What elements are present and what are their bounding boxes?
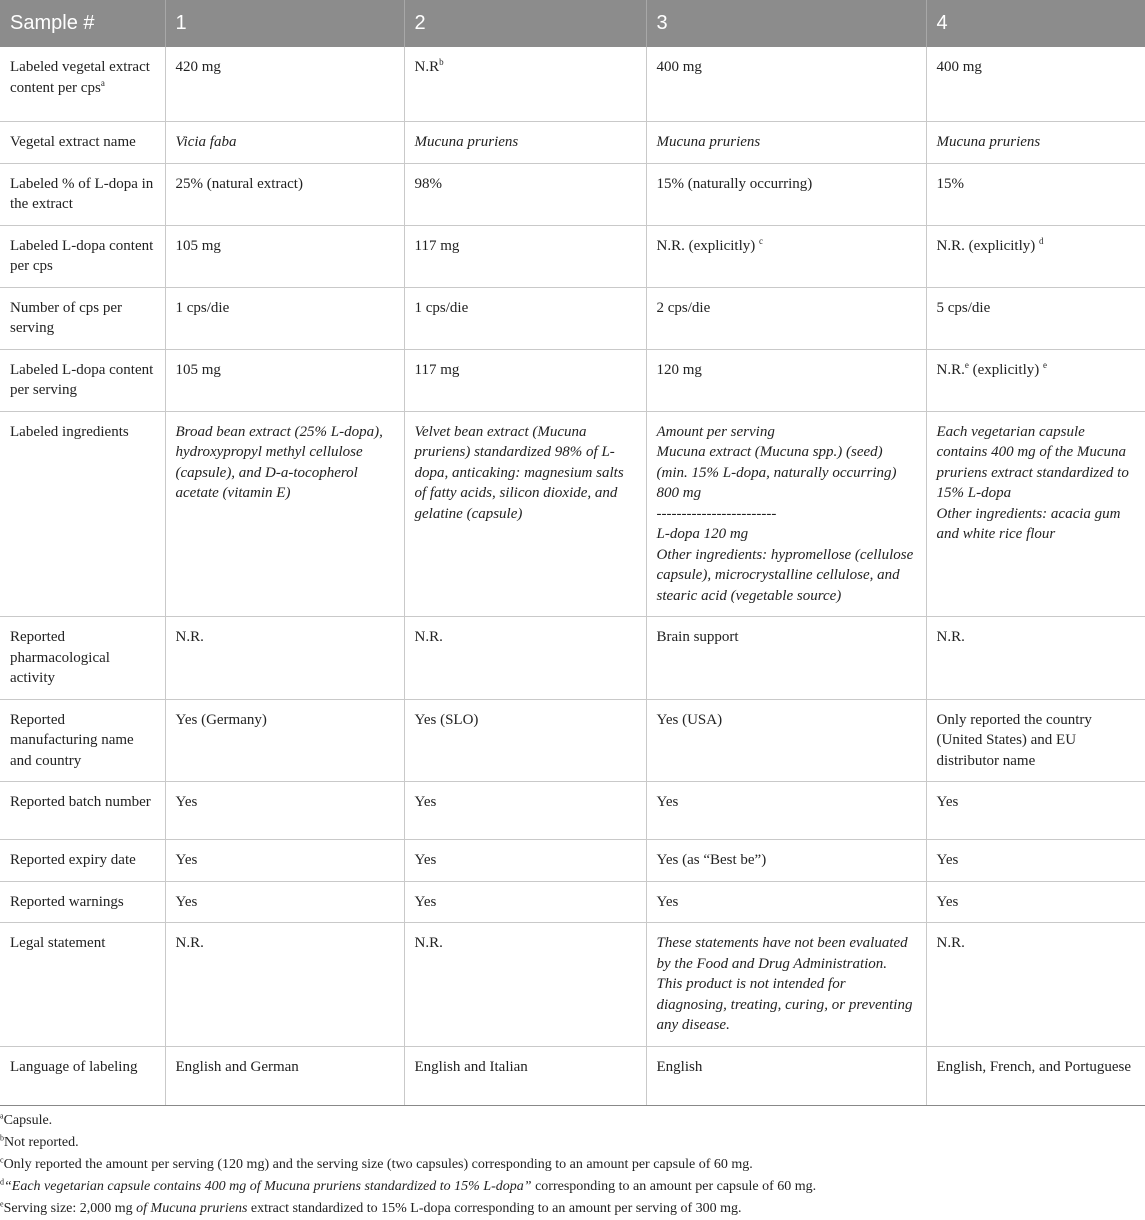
cell: Vicia faba: [165, 121, 404, 163]
row-label: Reported pharmacological activity: [0, 617, 165, 700]
cell: 15% (naturally occurring): [646, 163, 926, 225]
cell: English and Italian: [404, 1046, 646, 1105]
cell: These statements have not been evaluated by the Food and Drug Administration. This product is not intended for diagnosing, treating, curing, or preventing any disease.: [646, 923, 926, 1047]
footnote-a: $^a$Capsule.: [0, 1110, 53, 1128]
cell: Yes: [646, 782, 926, 840]
cell: N.R.: [926, 923, 1145, 1047]
cell: 400 mg: [646, 47, 926, 121]
row-label: Legal statement: [0, 923, 165, 1047]
cell: N.R. (explicitly) $^d$: [926, 225, 1145, 287]
cell: N.R.: [165, 923, 404, 1047]
table-row: [0, 163, 1145, 225]
cell: Yes (SLO): [404, 699, 646, 782]
table-row: [0, 881, 1145, 923]
table-row: [0, 782, 1145, 840]
header-1: 1: [165, 0, 404, 47]
row-label: Reported expiry date: [0, 840, 165, 882]
cell: Amount per serving Mucuna extract (Mucuna spp.) (seed) (min. 15% L-dopa, naturally occurring) 800 mg ------------------------ L-dopa 120 mg Other ingredients: hypromellose (cellulose capsule), microcrystalline cellulose, and stearic acid (vegetable source): [646, 411, 926, 617]
cell: Yes: [926, 881, 1145, 923]
cell: Only reported the country (United States) and EU distributor name: [926, 699, 1145, 782]
cell: 400 mg: [926, 47, 1145, 121]
row-label: Labeled ingredients: [0, 411, 165, 617]
row-label: Vegetal extract name: [0, 121, 165, 163]
table-row: [0, 1046, 1145, 1105]
header-2: 2: [404, 0, 646, 47]
cell: Mucuna pruriens: [404, 121, 646, 163]
cell: 5 cps/die: [926, 287, 1145, 349]
footnote-d: $^d$“Each vegetarian capsule contains 400 mg of Mucuna pruriens standardized to 15% L-dopa” corresponding to an amount per capsule of 60 mg.: [0, 1176, 817, 1194]
table-row: [0, 411, 1145, 617]
table-row: [0, 840, 1145, 882]
cell: Yes: [404, 881, 646, 923]
footnote-e: $^e$Serving size: 2,000 mg of Mucuna pruriens extract standardized to 15% L-dopa corresponding to an amount per serving of 300 mg.: [0, 1198, 742, 1216]
cell: Yes: [404, 840, 646, 882]
table-row: [0, 617, 1145, 700]
cell: Yes: [646, 881, 926, 923]
table-row: [0, 699, 1145, 782]
cell: Each vegetarian capsule contains 400 mg of the Mucuna pruriens extract standardized to 15% L-dopa Other ingredients: acacia gum and white rice flour: [926, 411, 1145, 617]
cell: N.R.: [165, 617, 404, 700]
cell: 117 mg: [404, 349, 646, 411]
header-4: 4: [926, 0, 1145, 47]
cell: Yes (Germany): [165, 699, 404, 782]
cell: Brain support: [646, 617, 926, 700]
row-label: Language of labeling: [0, 1046, 165, 1105]
header-sample: Sample #: [0, 0, 165, 47]
cell: $N.R^b$: [404, 47, 646, 121]
cell: English: [646, 1046, 926, 1105]
cell: Broad bean extract (25% L-dopa), hydroxypropyl methyl cellulose (capsule), and D-a-tocopherol acetate (vitamin E): [165, 411, 404, 617]
row-label: Reported manufacturing name and country: [0, 699, 165, 782]
cell: English and German: [165, 1046, 404, 1105]
cell: N.R.$^e$ (explicitly) $^e$: [926, 349, 1145, 411]
row-label: Labeled L-dopa content per serving: [0, 349, 165, 411]
header-row: [0, 0, 1145, 47]
footnotes: [0, 1106, 1145, 1220]
cell: 1 cps/die: [404, 287, 646, 349]
cell: N.R.: [926, 617, 1145, 700]
table-row: [0, 225, 1145, 287]
cell: Mucuna pruriens: [926, 121, 1145, 163]
row-label: Reported warnings: [0, 881, 165, 923]
header-3: 3: [646, 0, 926, 47]
row-label: Number of cps per serving: [0, 287, 165, 349]
cell: Yes (as “Best be”): [646, 840, 926, 882]
table-row: [0, 121, 1145, 163]
cell: N.R.: [404, 923, 646, 1047]
cell: Yes (USA): [646, 699, 926, 782]
cell: Velvet bean extract (Mucuna pruriens) standardized 98% of L-dopa, anticaking: magnesium salts of fatty acids, silicon dioxide, and gelatine (capsule): [404, 411, 646, 617]
footnote-c: $^c$Only reported the amount per serving (120 mg) and the serving size (two capsules) corresponding to an amount per capsule of 60 mg.: [0, 1154, 753, 1172]
cell: Yes: [926, 840, 1145, 882]
cell: 117 mg: [404, 225, 646, 287]
cell: Yes: [165, 782, 404, 840]
row-label: Labeled L-dopa content per cps: [0, 225, 165, 287]
table-row: [0, 923, 1145, 1047]
cell: Yes: [165, 881, 404, 923]
cell: Mucuna pruriens: [646, 121, 926, 163]
row-label: Reported batch number: [0, 782, 165, 840]
cell: English, French, and Portuguese: [926, 1046, 1145, 1105]
cell: 2 cps/die: [646, 287, 926, 349]
cell: Yes: [404, 782, 646, 840]
footnote-b: $^b$Not reported.: [0, 1132, 79, 1150]
cell: 98%: [404, 163, 646, 225]
cell: N.R. (explicitly) $^c$: [646, 225, 926, 287]
cell: Yes: [926, 782, 1145, 840]
table-row: [0, 349, 1145, 411]
cell: 105 mg: [165, 225, 404, 287]
cell: 105 mg: [165, 349, 404, 411]
cell: 25% (natural extract): [165, 163, 404, 225]
table-row: [0, 287, 1145, 349]
cell: 1 cps/die: [165, 287, 404, 349]
row-label: Labeled vegetal extract content per cps$^a$: [0, 47, 165, 121]
row-label: Labeled % of L-dopa in the extract: [0, 163, 165, 225]
cell: 15%: [926, 163, 1145, 225]
table-row: [0, 47, 1145, 121]
cell: 420 mg: [165, 47, 404, 121]
cell: N.R.: [404, 617, 646, 700]
cell: 120 mg: [646, 349, 926, 411]
cell: Yes: [165, 840, 404, 882]
